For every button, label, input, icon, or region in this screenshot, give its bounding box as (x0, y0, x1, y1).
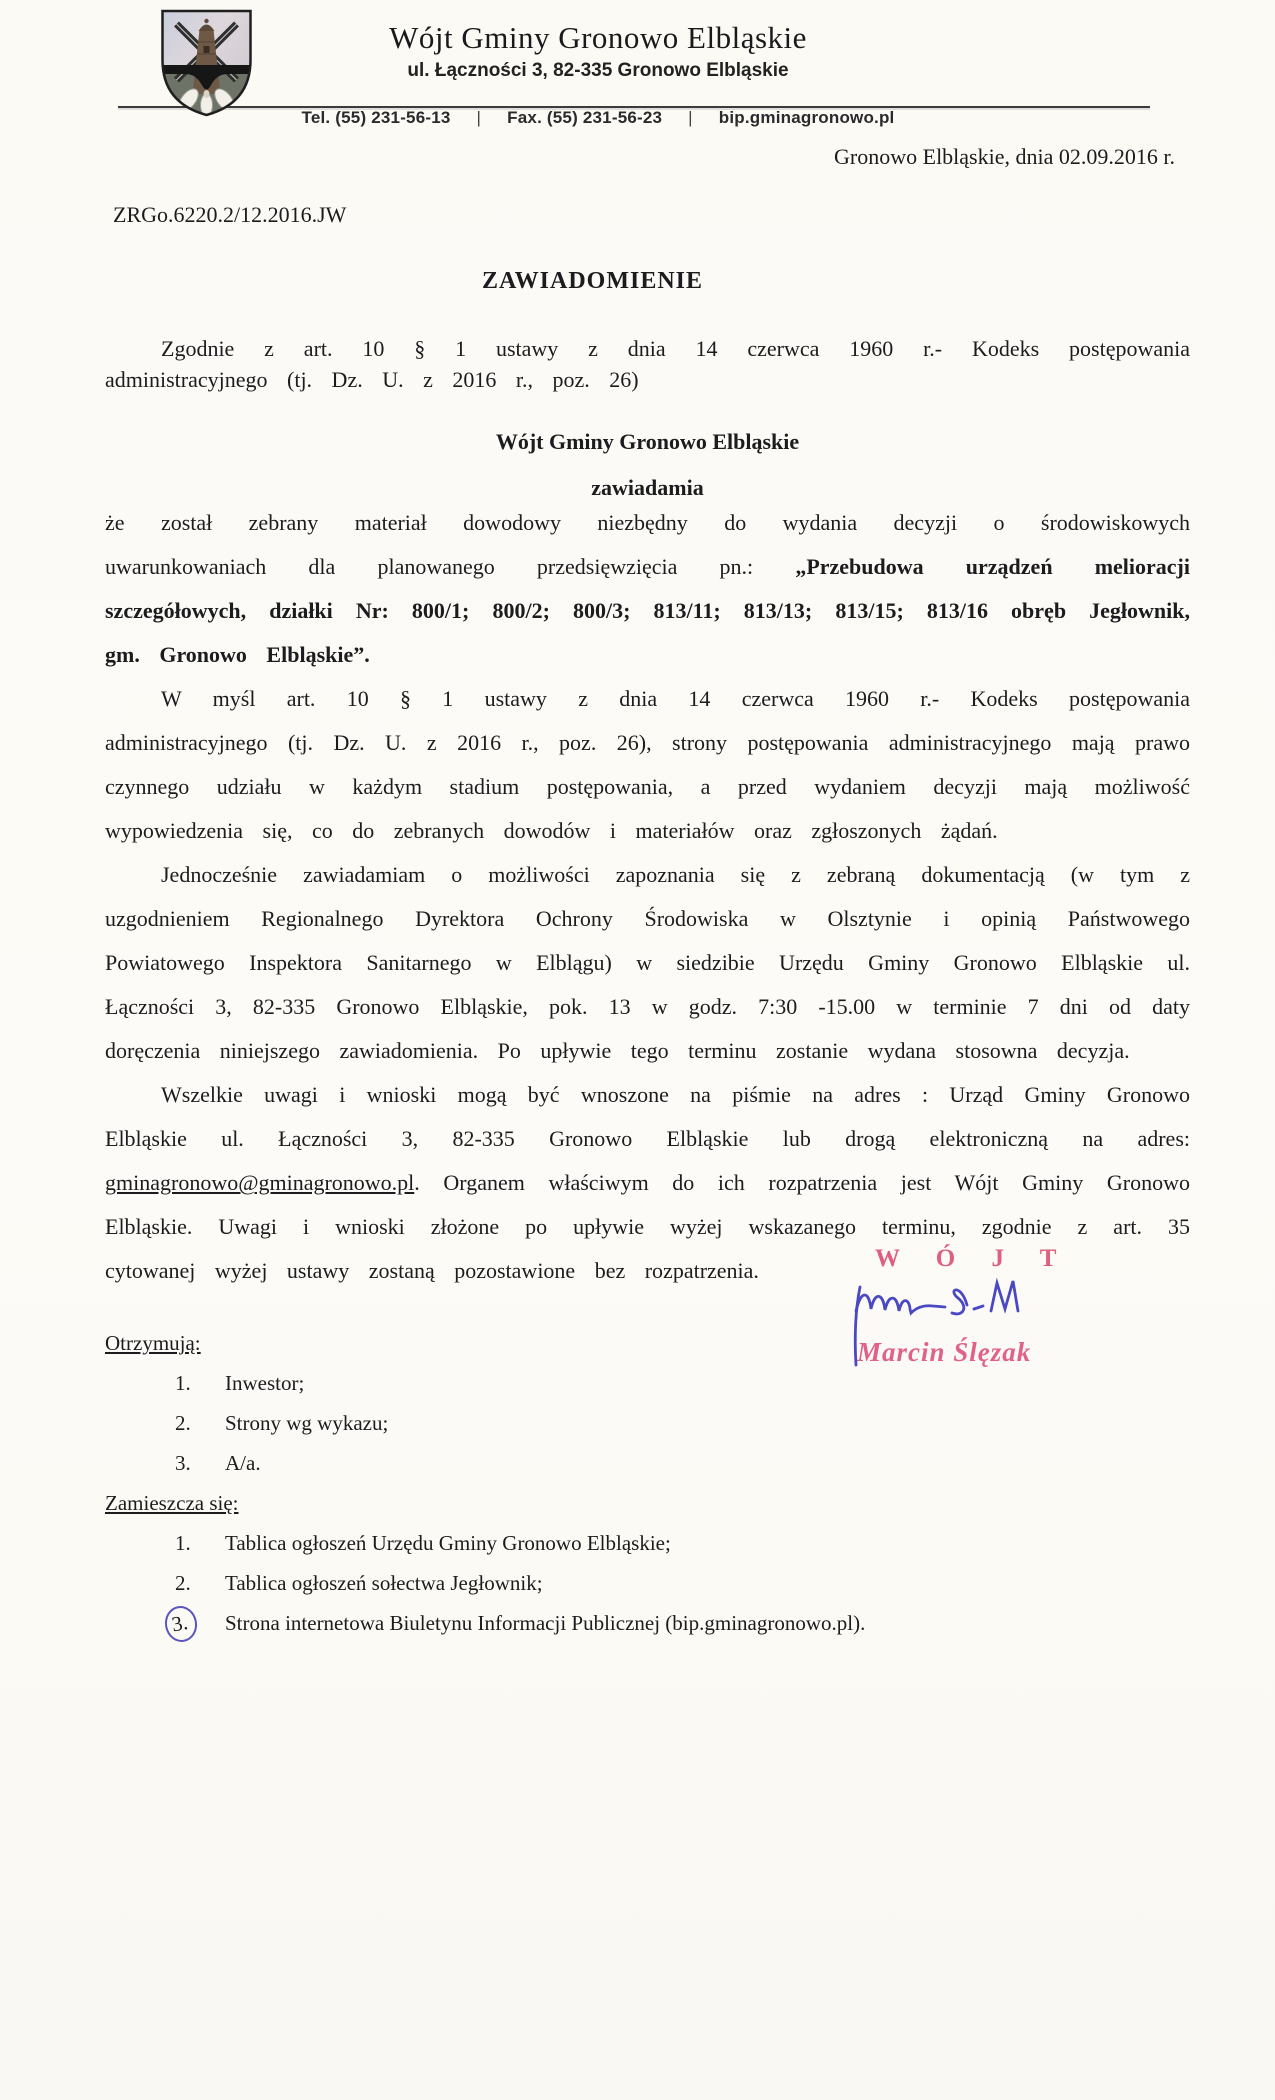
place-and-date: Gronowo Elbląskie, dnia 02.09.2016 r. (834, 144, 1175, 169)
list-marker: 3. (169, 1610, 190, 1637)
publication-place: Strona internetowa Biuletynu Informacji Publicznej (bip.gminagronowo.pl). (225, 1611, 866, 1636)
list-marker: 3. (175, 1451, 191, 1476)
website-url: bip.gminagronowo.pl (718, 108, 895, 127)
handwritten-signature (847, 1263, 1057, 1373)
separator: | (476, 108, 482, 127)
phone-number: Tel. (55) 231-56-13 (301, 108, 451, 127)
list-item (105, 1403, 1190, 1443)
letterhead-divider (118, 106, 1150, 108)
letterhead (0, 0, 1275, 128)
stamp-title: W Ó J T (875, 1245, 1072, 1273)
issuer-heading: Wójt Gminy Gronowo Elbląskie (495, 429, 800, 455)
recipient: Inwestor; (225, 1371, 305, 1396)
rights-paragraph: W myśl art. 10 § 1 ustawy z dnia 14 czerwca 1960 r.- Kodeks postępowania administracyjnego (tj. Dz. U. z 2016 r., poz. 26), strony postępowania administracyjnego mają prawo czynnego udziału w każdym stadium postępowania, a przed wydaniem decyzji mają możliwość wypowiedzenia się, co do zebranych dowodów i materiałów oraz zgłoszonych żądań. (105, 686, 1190, 844)
list-marker: 1. (175, 1371, 191, 1396)
stamp-signatory-name: Marcin Ślęzak (857, 1337, 1032, 1368)
contact-line (258, 108, 938, 128)
mayor-stamp-and-signature (853, 1245, 1083, 1395)
org-address: ul. Łączności 3, 82-335 Gronowo Elbląskie (407, 60, 789, 81)
coat-of-arms-windmill-icon (158, 8, 255, 118)
legal-basis-paragraph: Zgodnie z art. 10 § 1 ustawy z dnia 14 czerwca 1960 r.- Kodeks postępowania administracyjnego (tj. Dz. U. z 2016 r., poz. 26) (105, 336, 1190, 393)
fax-number: Fax. (55) 231-56-23 (507, 108, 663, 127)
footer-section (105, 1245, 1190, 1643)
recipients-heading: Otrzymują: (105, 1331, 201, 1356)
recipient: Strony wg wykazu; (225, 1411, 389, 1436)
list-marker: 2. (175, 1411, 191, 1436)
list-item (105, 1563, 1190, 1603)
remarks-text-after: . Organem właściwym do ich rozpatrzenia jest Wójt Gminy Gronowo Elbląskie. Uwagi i wnioski złożone po upływie wyżej wskazanego terminu, zgodnie z art. 35 cytowanej wyżej ustawy zostaną pozostawione bez rozpatrzenia. (105, 1170, 1190, 1284)
separator: | (688, 108, 693, 127)
document-body (105, 268, 1190, 1643)
list-item (105, 1443, 1190, 1483)
document-title: ZAWIADOMIENIE (481, 268, 704, 294)
review-paragraph: Jednocześnie zawiadamiam o możliwości zapoznania się z zebraną dokumentacją (w tym z uzgodnieniem Regionalnego Dyrektora Ochrony Środowiska w Olsztynie i opinią Państwowego Powiatowego Inspektora Sanitarnego w Elblągu) w siedzibie Urzędu Gminy Gronowo Elbląskie ul. Łączności 3, 82-335 Gronowo Elbląskie, pok. 13 w godz. 7:30 -15.00 w terminie 7 dni od daty doręczenia niniejszego zawiadomienia. Po upływie tego terminu zostanie wydana stosowna decyzja. (105, 862, 1190, 1064)
remarks-text: Wszelkie uwagi i wnioski mogą być wnoszone na piśmie na adres : Urząd Gminy Gronowo Elbląskie ul. Łączności 3, 82-335 Gronowo Elbląskie lub drogą elektroniczną na adres: (105, 1082, 1190, 1152)
publication-place: Tablica ogłoszeń Urzędu Gminy Gronowo Elbląskie; (225, 1531, 671, 1556)
list-marker: 2. (175, 1571, 191, 1596)
hand-drawn-circle-annotation (162, 1604, 200, 1645)
recipient: A/a. (225, 1451, 261, 1476)
publication-heading: Zamieszcza się: (105, 1491, 239, 1516)
reference-number: ZRGo.6220.2/12.2016.JW (113, 202, 347, 227)
org-name: Wójt Gminy Gronowo Elbląskie (389, 20, 807, 55)
subject-paragraph (105, 501, 1190, 677)
list-marker: 1. (175, 1531, 191, 1556)
list-item (105, 1523, 1190, 1563)
list-item (105, 1603, 1190, 1643)
email-address: gminagronowo@gminagronowo.pl (105, 1170, 415, 1196)
announce-heading: zawiadamia (591, 475, 704, 501)
publication-place: Tablica ogłoszeń sołectwa Jegłownik; (225, 1571, 543, 1596)
project-title: „Przebudowa urządzeń melioracji szczegółowych, działki Nr: 800/1; 800/2; 800/3; 813/11; 813/13; 813/15; 813/16 obręb Jegłownik, gm. Gronowo Elbląskie”. (105, 554, 1190, 668)
subject-text: że został zebrany materiał dowodowy niezbędny do wydania decyzji o środowiskowych uwarunkowaniach dla planowanego przedsięwzięcia pn.: (105, 510, 1190, 580)
